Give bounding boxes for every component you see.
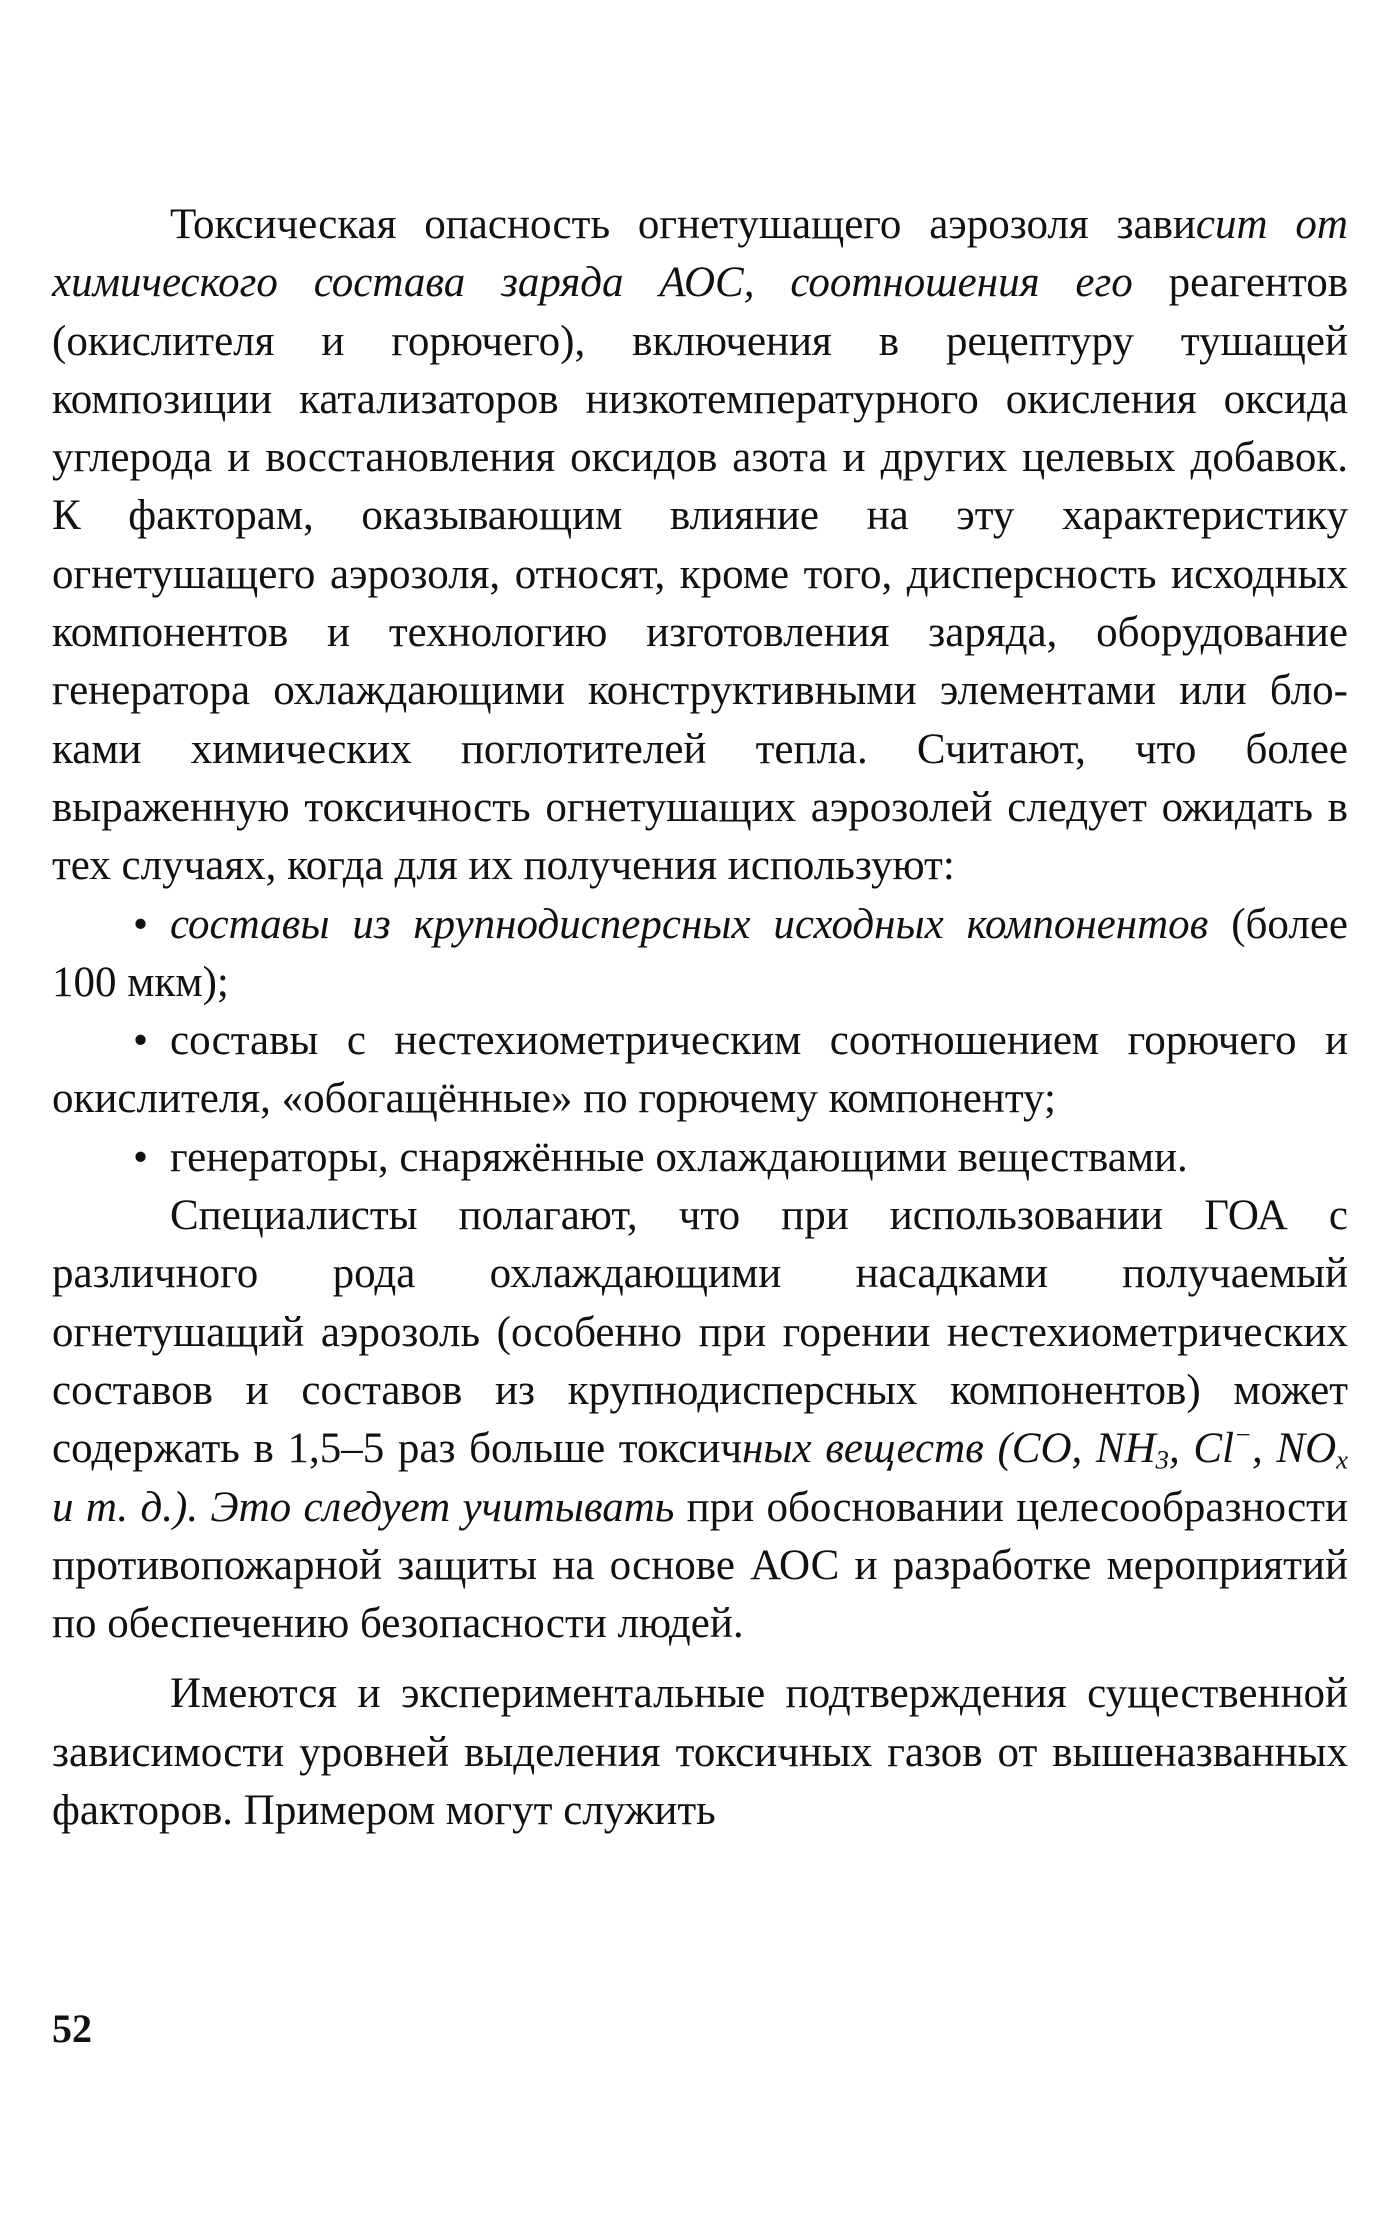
list-item [52, 1012, 1348, 1129]
paragraph-1-start: Токсическая опасность огнетушащего аэрозоля зави [170, 201, 1196, 248]
paragraph-2-start: Специалисты полагают, что при использовании ГОА с различного рода охлаждающими насадками получаемый огнетушащий аэрозоль (особенно при горении нестехиометрических составов и составов из крупнодисперсных компонентов) может содержать в 1,5–5 раз больше токсич [52, 1192, 1348, 1473]
formula-text: , NO [1252, 1425, 1337, 1473]
paragraph-2 [52, 1187, 1348, 1653]
list-item [52, 1129, 1348, 1187]
formula-superscript: − [1234, 1419, 1253, 1450]
paragraph-1 [52, 196, 1348, 896]
paragraph-1-italic: сит от химического состава заряда АОС, соотношения его [52, 201, 1348, 307]
bullet-icon: • [132, 1133, 148, 1181]
formula-text: , Cl [1169, 1425, 1235, 1473]
paragraph-2-italic-b: вать [583, 1483, 675, 1531]
list-item-text: составы с нестехиометрическим соотношением горючего и окислителя, «обогащённые» по горючему компоненту; [52, 1017, 1348, 1123]
paragraph-2-rest: при обосновании целесообразности противопожарной защиты на основе АОС и разработке мероприятий по обеспечению безопасности людей. [52, 1483, 1348, 1648]
paragraph-3: Имеются и экспериментальные подтверждения существенной зависимости уровней выделения токсичных газов от вышеназванных факторов. Примером могут служить [52, 1670, 1348, 1835]
page-number: 52 [52, 2006, 92, 2051]
formula-subscript: x [1336, 1444, 1348, 1475]
bullet-icon: • [132, 1017, 148, 1065]
bullet-icon: • [132, 900, 148, 948]
list-item [52, 896, 1348, 1013]
formula-text: и т. д.). Это следует учиты [52, 1483, 584, 1531]
list-item-italic: составы из крупнодисперсных исходных компонентов [170, 900, 1209, 948]
list-item-text: генераторы, снаряжённые охлаждающими веществами. [170, 1133, 1188, 1181]
formula-text: ных веществ (СО, NH [742, 1425, 1156, 1473]
paragraph-1-rest: реагентов (окислителя и горючего), включения в рецептуру тушащей композиции катализаторов низкотемпературного окисления оксида углерода и восстановления оксидов азота и других целевых добавок. К факторам, оказывающим влияние на эту характеристику огнетушащего аэрозоля, относят, кроме того, дисперсность исходных компонентов и технологию изготовления заряда, оборудование генератора охлаждающими конструктивными элементами или блоками химических поглотителей тепла. Считают, что более выраженную токсичность огнетушащих аэрозолей следует ожидать в тех случаях, когда для их получения используют: [52, 259, 1348, 890]
list-item-text: (более 100 мкм); [52, 900, 1348, 1006]
page-body [52, 196, 1348, 1840]
formula-subscript: 3 [1155, 1444, 1169, 1475]
